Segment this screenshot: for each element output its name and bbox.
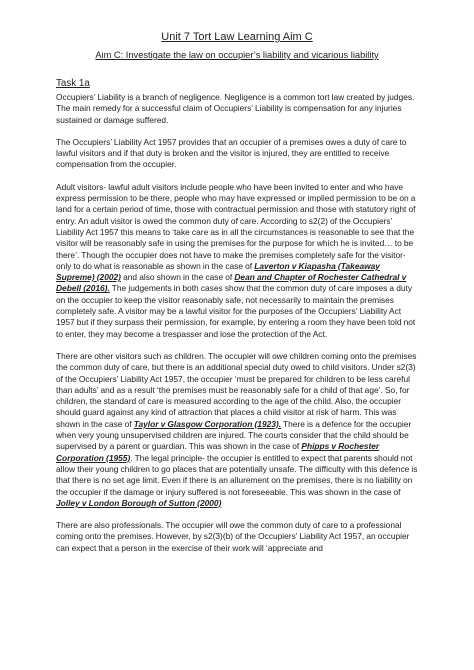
case-citation: Laverton v Kiapasha (Takeaway Supreme) (2002) bbox=[56, 260, 380, 283]
paragraph-act-1957: The Occupiers’ Liability Act 1957 provides that an occupier of a premises owes a duty of care to lawful visitors and if that duty is broken and the visitor is injured, they are entitled to receive compensation from the occupier. bbox=[56, 136, 407, 170]
task-heading: Task 1a bbox=[56, 78, 90, 89]
document-subtitle: Aim C: Investigate the law on occupier’s liability and vicarious liability bbox=[95, 50, 379, 60]
case-citation: Taylor v Glasgow Corporation (1923). bbox=[133, 418, 282, 429]
case-citation: Jolley v London Borough of Sutton (2000) bbox=[56, 497, 222, 508]
text-run: There is a defence for the occupier when very young unsupervised children are injured. The courts consider that the child should be supervised by a parent or guardian. This was shown in the case of bbox=[56, 418, 412, 452]
paragraph-adult-visitors bbox=[56, 182, 418, 340]
text-run: Adult visitors- lawful adult visitors include people who have been invited to enter and who have express permission to be there, people who may have expressed or implied permission to be on a land for a certain period of time, those with contractual permission and those with statutory right of entry. An adult visitor is owed the common duty of care. According to s2(2) of the Occupiers’ Liability Act 1957 this means to ‘take care as in all the circumstances is reasonable to see that the visitor will be reasonably safe in using the premises for the purpose for which he is invited… to be there’. Though the occupier does not have to make the premises completely safe for the visitor- only to do what is reasonable as shown in the case of bbox=[56, 181, 416, 271]
case-citation: Dean and Chapter of Rochester Cathedral v Debell (2016). bbox=[56, 272, 407, 294]
text-run: The judgements in both cases show that the common duty of care imposes a duty on the occupier to keep the visitor reasonably safe, not necessarily to maintain the premises completely safe. A visitor may be a lawful visitor for the purposes of the Occupiers’ Liability Act 1957 but if they surpass their permission, for example, by entering a room they have been told not to enter, they may become a trespasser and lose the protection of the Act. bbox=[56, 283, 416, 339]
document-title: Unit 7 Tort Law Learning Aim C bbox=[161, 31, 313, 43]
text-run: . The legal principle- the occupier is entitled to expect that parents should not allow their young children to go places that are potentially unsafe. The difficulty with this defence is that there is no set age limit. Even if there is an allurement on the premises, there is no liability on the occupier if the damage or injury suffered is not foreseeable. This was shown in the case of bbox=[56, 452, 418, 497]
paragraph-professionals: There are also professionals. The occupier will owe the common duty of care to a professional coming onto the premises. However, by s2(3)(b) of the Occupiers’ Liability Act 1957, an occupier can expect that a person in the exercise of their work will ‘appreciate and bbox=[56, 520, 410, 553]
paragraph-child-visitors bbox=[56, 351, 418, 509]
case-citation: Phipps v Rochester Corporation (1955) bbox=[56, 441, 380, 463]
text-run: and also shown in the case of bbox=[120, 272, 235, 283]
text-run: There are other visitors such as children. The occupier will owe children coming onto the premises the common duty of care, but there is an additional special duty owed to child visitors. Under s2(3) of the Occupiers’ Liability Act 1957, the occupier ‘must be prepared for children to be less careful than adults’ and as a result ‘the premises must be reasonably safe for a child of that age’. So, for children, the standard of care is measured according to the age of the child. Also, the occupier should guard against any kind of attraction that places a child visitor at risk of harm. This was shown in the case of bbox=[56, 350, 417, 429]
paragraph-intro: Occupiers’ Liability is a branch of negligence. Negligence is a common tort law created by judges. The main remedy for a successful claim of Occupiers’ Liability is compensation for any injuries sustained or damage suffered. bbox=[56, 92, 415, 125]
